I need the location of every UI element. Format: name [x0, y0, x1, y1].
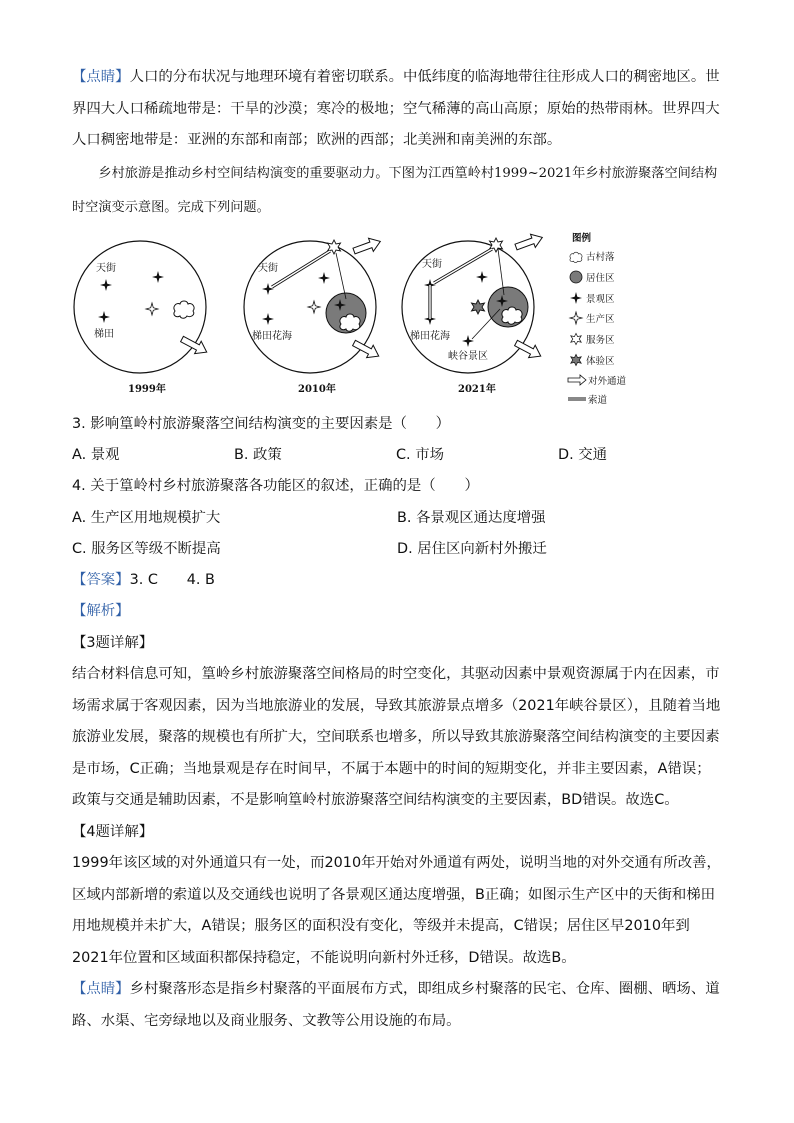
label-xiagu-2021: 峡谷景区 — [448, 350, 488, 362]
label-titianhuahai-2021: 梯田花海 — [410, 330, 450, 342]
dianjing-note-1 — [72, 62, 722, 157]
answer-text: 3. C 4. B — [129, 571, 215, 588]
question-4-options-row2 — [72, 534, 722, 565]
panel-2010 — [244, 234, 383, 394]
answer-tag: 【答案】 — [72, 571, 130, 588]
q3-option-c[interactable]: C. 市场 — [396, 447, 444, 463]
q4-option-c[interactable]: C. 服务区等级不断提高 — [72, 540, 221, 557]
legend-gucunluo: 古村落 — [586, 251, 615, 263]
legend-suodao: 索道 — [588, 394, 608, 406]
label-tianjie-1999: 天街 — [96, 262, 116, 274]
page-content — [72, 62, 722, 1037]
settlement-evolution-figure — [72, 227, 722, 407]
legend-juzhuqu: 居住区 — [586, 272, 615, 284]
question-4-stem: 4. 关于篁岭村乡村旅游聚落各功能区的叙述，正确的是（ ） — [72, 478, 479, 494]
legend-title: 图例 — [572, 232, 592, 244]
detail-4-text: 1999年该区域的对外通道只有一处，而2010年开始对外通道有两处，说明当地的对外交通有所改善，区域内部新增的索道以及交通线也说明了各景观区通达度增强，B正确；如图示生产区中的天街和梯田用地规模并未扩大，A错误；服务区的面积没有变化，等级并未提高，C错误；居住区早2010年到2021年位置和区域面积都保持稳定，不能说明向新村外迁移，D错误。故选B。 — [72, 855, 721, 966]
q3-option-d[interactable]: D. 交通 — [558, 447, 608, 463]
dianjing-text: 人口的分布状况与地理环境有着密切联系。中低纬度的临海地带往往形成人口的稠密地区。世界四大人口稀疏地带是：干旱的沙漠；寒冷的极地；空气稀薄的高山高原；原始的热带雨林。世界四大人口稠密地带是：亚洲的东部和南部；欧洲的西部；北美洲和南美洲的东部。 — [72, 69, 720, 148]
dianjing-tag-2: 【点睛】 — [72, 981, 130, 997]
legend-tiyanqu: 体验区 — [586, 355, 615, 367]
year-2010: 2010年 — [298, 383, 336, 395]
label-tianjie-2010: 天街 — [258, 262, 278, 274]
q4-option-d[interactable]: D. 居住区向新村外搬迁 — [397, 540, 547, 557]
figure-svg — [72, 227, 722, 407]
panel-1999 — [74, 241, 210, 395]
question-intro: 乡村旅游是推动乡村空间结构演变的重要驱动力。下图为江西篁岭村1999~2021年乡村旅游聚落空间结构时空演变示意图。完成下列问题。 — [72, 165, 718, 215]
legend-duiwaitongdao: 对外通道 — [588, 375, 627, 387]
q4-option-b[interactable]: B. 各景观区通达度增强 — [397, 509, 546, 526]
label-titianhuahai-2010: 梯田花海 — [252, 330, 292, 342]
dianjing-tag: 【点睛】 — [72, 69, 130, 85]
q3-option-a[interactable]: A. 景观 — [72, 447, 120, 463]
detail-3-title: 【3题详解】 — [72, 634, 154, 651]
dianjing-text-2: 乡村聚落形态是指乡村聚落的平面展布方式，即组成乡村聚落的民宅、仓库、圈棚、晒场、道路、水渠、宅旁绿地以及商业服务、文教等公用设施的布局。 — [72, 981, 720, 1029]
detail-3-text: 结合材料信息可知，篁岭乡村旅游聚落空间格局的时空变化，其驱动因素中景观资源属于内在因素，市场需求属于客观因素，因为当地旅游业的发展，导致其旅游景点增多（2021年峡谷景区），且随着当地旅游业发展，聚落的规模也有所扩大，空间联系也增多，所以导致其旅游聚落空间结构演变的主要因素是市场，C正确；当地景观是存在时间早，不属于本题中的时间的短期变化，并非主要因素，A错误；政策与交通是辅助因素，不是影响篁岭村旅游聚落空间结构演变的主要因素，BD错误。故选C。 — [72, 666, 721, 808]
question-3-options — [72, 440, 722, 471]
question-3-stem: 3. 影响篁岭村旅游聚落空间结构演变的主要因素是（ ） — [72, 415, 451, 432]
figure-legend — [568, 232, 627, 406]
analysis-tag: 【解析】 — [72, 603, 130, 619]
detail-4-title: 【4题详解】 — [72, 823, 154, 840]
question-4-options-row1 — [72, 503, 722, 534]
legend-fuwuqu: 服务区 — [586, 334, 615, 346]
legend-shengchanqu: 生产区 — [586, 313, 615, 325]
legend-jingguanqu: 景观区 — [586, 293, 615, 305]
label-titian-1999: 梯田 — [94, 328, 114, 340]
q4-option-a[interactable]: A. 生产区用地规模扩大 — [72, 509, 221, 526]
dianjing-note-2 — [72, 974, 722, 1037]
year-2021: 2021年 — [458, 383, 496, 395]
year-1999: 1999年 — [128, 383, 166, 395]
panel-2021 — [402, 230, 545, 394]
q3-option-b[interactable]: B. 政策 — [234, 447, 282, 463]
answer-line — [72, 565, 722, 597]
label-tianjie-2021: 天街 — [422, 258, 442, 270]
